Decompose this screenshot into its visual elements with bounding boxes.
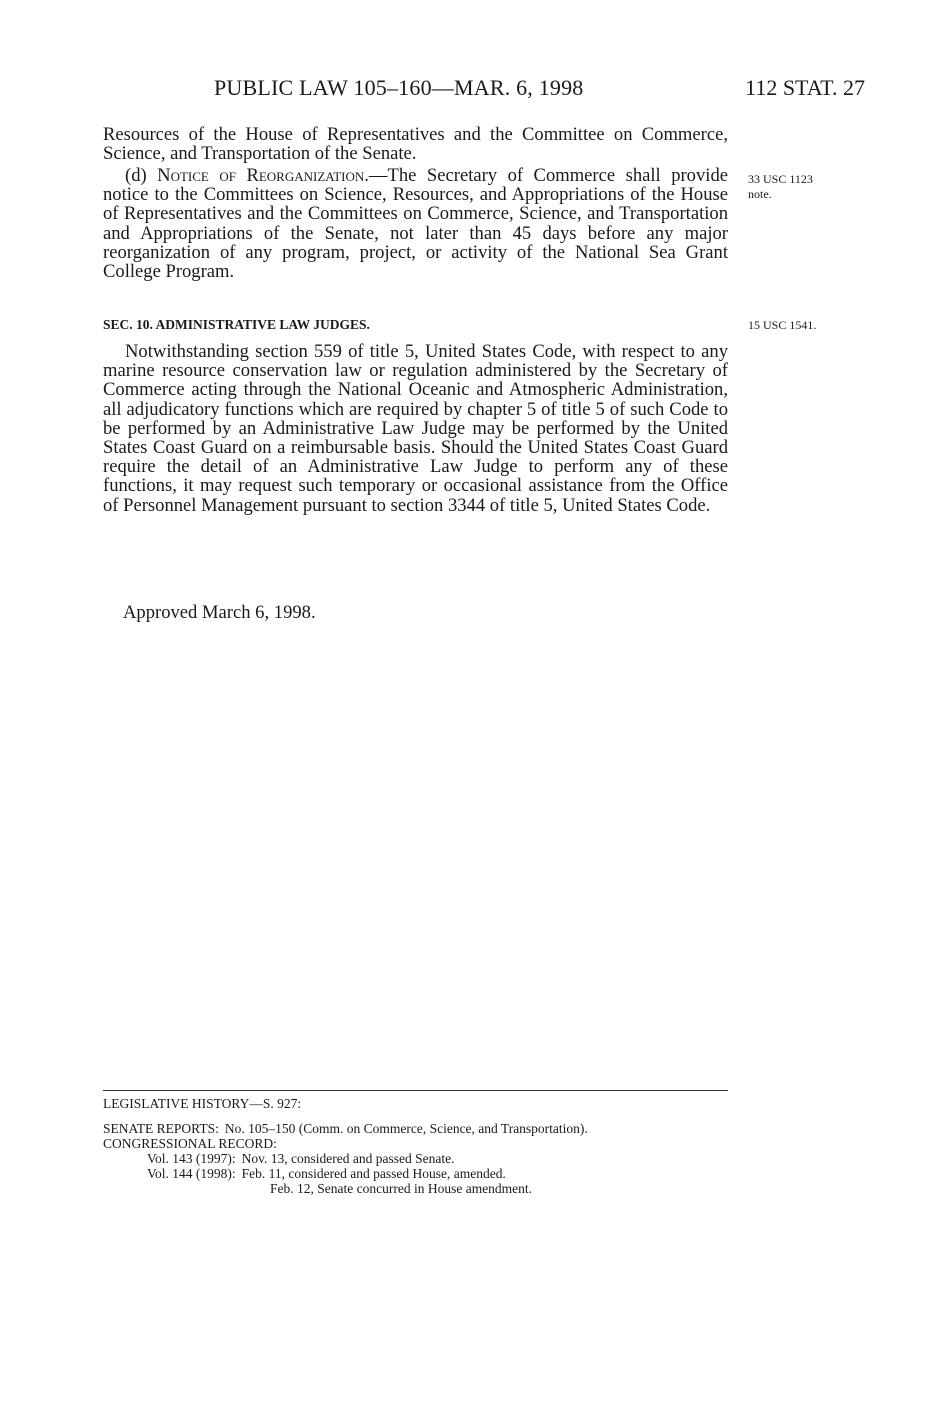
- footer-divider: [103, 1090, 728, 1091]
- approved-date: Approved March 6, 1998.: [123, 602, 316, 623]
- notice-paragraph: [103, 166, 728, 281]
- margin-note-15usc: 15 USC 1541.: [748, 318, 817, 332]
- margin-note-line: 33 USC 1123: [748, 172, 813, 186]
- senate-reports-row: [103, 1121, 728, 1136]
- section-paragraph: [103, 342, 728, 515]
- congressional-record-label: CONGRESSIONAL RECORD:: [103, 1136, 277, 1151]
- record-vol-text: Nov. 13, considered and passed Senate.: [241, 1151, 455, 1166]
- running-head: PUBLIC LAW 105–160—MAR. 6, 1998: [214, 75, 584, 100]
- senate-reports-text: No. 105–150 (Comm. on Commerce, Science, and Transportation).: [224, 1121, 588, 1136]
- record-vol-label: Vol. 144 (1998):: [147, 1166, 236, 1181]
- record-vol-143: [103, 1151, 728, 1166]
- continuation-text: Resources of the House of Representatives and the Committee on Commerce, Science, and Transportation of the Senate.: [103, 124, 728, 165]
- margin-note-33usc: [748, 172, 813, 202]
- record-vol-text: Feb. 11, considered and passed House, amended.: [241, 1166, 506, 1181]
- section-text: Notwithstanding section 559 of title 5, United States Code, with respect to any marine resource conservation law or regulation administered by the Secretary of Commerce acting through the National Oceanic and Atmospheric Administration, all adjudicatory functions which are required by chapter 5 of title 5 of such Code to be performed by an Administrative Law Judge may be performed by the United States Coast Guard on a reimbursable basis. Should the United States Coast Guard require the detail of an Administrative Law Judge to perform any of these functions, it may request such temporary or occasional assistance from the Office of Personnel Management pursuant to section 3344 of title 5, United States Code.: [103, 341, 728, 516]
- notice-prefix: (d): [125, 165, 158, 186]
- notice-label: Notice of Reorganization: [157, 165, 365, 186]
- legislative-history: [103, 1096, 728, 1196]
- record-vol-144: [103, 1166, 728, 1181]
- legislative-history-title: LEGISLATIVE HISTORY—S. 927:: [103, 1096, 302, 1111]
- continuation-paragraph: [103, 125, 728, 163]
- section-heading: SEC. 10. ADMINISTRATIVE LAW JUDGES.: [103, 317, 370, 332]
- senate-reports-label: SENATE REPORTS:: [103, 1121, 219, 1136]
- record-vol-continuation: Feb. 12, Senate concurred in House amendment.: [270, 1181, 533, 1196]
- notice-text: [103, 166, 728, 281]
- statute-citation: 112 STAT. 27: [745, 75, 865, 100]
- margin-note-line: note.: [748, 187, 772, 201]
- notice-body: .—The Secretary of Commerce shall provide notice to the Committees on Science, Resources, and Appropriations of the House of Representatives and the Committees on Commerce, Science, and Transportation and Appropriations of the Senate, not later than 45 days before any major reorganization of any program, project, or activity of the National Sea Grant College Program.: [103, 165, 728, 283]
- record-vol-label: Vol. 143 (1997):: [147, 1151, 236, 1166]
